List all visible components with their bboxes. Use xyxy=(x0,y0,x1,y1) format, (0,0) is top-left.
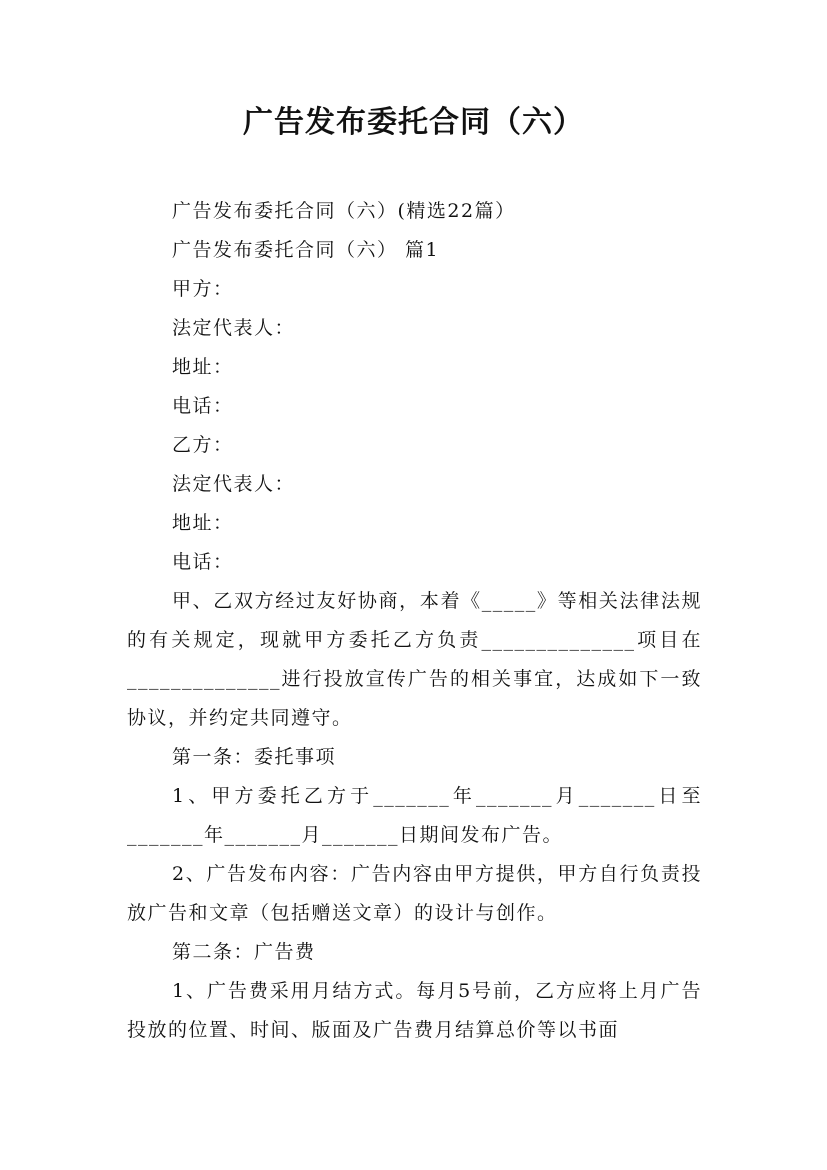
party-b-label: 乙方： xyxy=(172,434,234,456)
document-title: 广告发布委托合同（六） xyxy=(243,105,584,140)
article-1-heading: 第一条：委托事项 xyxy=(172,746,337,768)
article-1-clause-1: 1、甲方委托乙方于_______年_______月_______日至_______年_______月_______日期间发布广告。 xyxy=(127,785,702,846)
party-b-representative-label: 法定代表人： xyxy=(172,473,296,495)
article-1-clause-2: 2、广告发布内容：广告内容由甲方提供，甲方自行负责投放广告和文章（包括赠送文章）的设计与创作。 xyxy=(127,863,702,924)
party-a-address-label: 地址： xyxy=(172,356,234,378)
section-heading: 广告发布委托合同（六） 篇1 xyxy=(172,239,440,261)
subtitle-line: 广告发布委托合同（六）(精选22篇） xyxy=(172,200,516,222)
party-a-label: 甲方： xyxy=(172,278,234,300)
party-a-representative-label: 法定代表人： xyxy=(172,317,296,339)
party-a-phone-label: 电话： xyxy=(172,395,234,417)
document-body xyxy=(127,192,702,1050)
article-2-clause-1: 1、广告费采用月结方式。每月5号前，乙方应将上月广告投放的位置、时间、版面及广告费月结算总价等以书面 xyxy=(127,980,702,1041)
article-2-heading: 第二条：广告费 xyxy=(172,941,316,963)
intro-paragraph: 甲、乙双方经过友好协商，本着《_____》等相关法律法规的有关规定，现就甲方委托乙方负责______________项目在______________进行投放宣传广告的相关事宜，达成如下一致协议，并约定共同遵守。 xyxy=(127,590,702,729)
party-b-phone-label: 电话： xyxy=(172,551,234,573)
party-b-address-label: 地址： xyxy=(172,512,234,534)
